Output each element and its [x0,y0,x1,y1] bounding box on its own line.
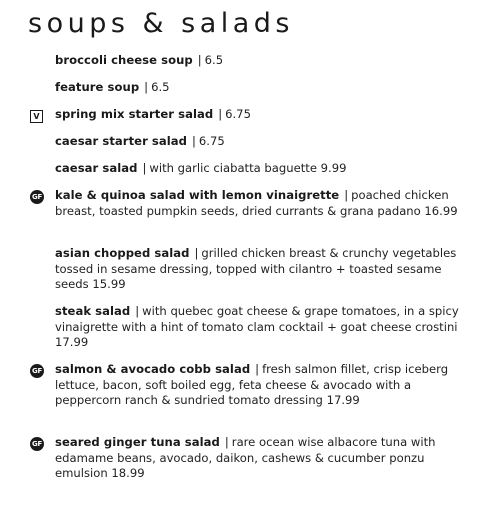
item-name: spring mix starter salad [55,107,214,121]
menu-item-steak-salad [55,304,475,351]
separator: | [218,107,223,121]
item-description: fresh salmon fillet, crisp iceberg lettuce, bacon, soft boiled egg, feta cheese & avocado with a peppercorn ranch & sundried tomato dressing 17.99 [55,362,449,407]
item-description: 6.5 [151,80,170,94]
item-name: broccoli cheese soup [55,53,193,67]
item-name: caesar starter salad [55,134,188,148]
separator: | [194,246,199,260]
separator: | [197,53,202,67]
menu-item-asian-chopped-salad [55,246,475,293]
item-description: rare ocean wise albacore tuna with edamame beans, avocado, daikon, cashews & cucumber ponzu emulsion 18.99 [55,435,436,480]
menu-item-seared-ginger-tuna-salad [32,435,475,482]
menu-item-salmon-avocado-cobb-salad [32,362,475,409]
menu-item-broccoli-cheese-soup [55,53,475,69]
item-description: with garlic ciabatta baguette 9.99 [149,161,347,175]
item-name: salmon & avocado cobb salad [55,362,251,376]
item-description: 6.5 [204,53,224,67]
item-description: with quebec goat cheese & grape tomatoes, in a spicy vinaigrette with a hint of tomato clam cocktail + goat cheese crostini 17.99 [55,304,459,349]
separator: | [142,161,147,175]
separator: | [135,304,140,318]
page-title: soups & salads [28,8,294,39]
item-name: seared ginger tuna salad [55,435,220,449]
gluten-free-marker: GF [30,437,44,451]
separator: | [224,435,229,449]
separator: | [144,80,149,94]
gluten-free-icon [30,188,44,204]
menu-item-feature-soup [55,80,475,96]
item-name: feature soup [55,80,140,94]
item-description: 6.75 [225,107,251,121]
item-name: asian chopped salad [55,246,190,260]
vegetarian-marker: V [30,110,43,123]
menu-item-caesar-starter-salad [55,134,475,150]
gluten-free-marker: GF [30,364,44,378]
menu-item-kale-quinoa-salad [32,188,475,219]
item-description: poached chicken breast, toasted pumpkin seeds, dried currants & grana padano 16.99 [55,188,458,218]
item-description: grilled chicken breast & crunchy vegetables tossed in sesame dressing, topped with cilantro + toasted sesame seeds 15.99 [55,246,457,291]
separator: | [344,188,349,202]
vegetarian-icon [30,108,43,124]
separator: | [192,134,196,148]
item-name: steak salad [55,304,131,318]
menu-item-caesar-salad [55,161,475,177]
item-name: caesar salad [55,161,138,175]
menu-item-spring-mix-starter-salad [33,107,475,123]
gluten-free-icon [30,362,44,378]
item-name: kale & quinoa salad with lemon vinaigrette [55,188,340,202]
gluten-free-marker: GF [30,190,44,204]
separator: | [255,362,260,376]
gluten-free-icon [30,435,44,451]
item-description: 6.75 [198,134,225,148]
